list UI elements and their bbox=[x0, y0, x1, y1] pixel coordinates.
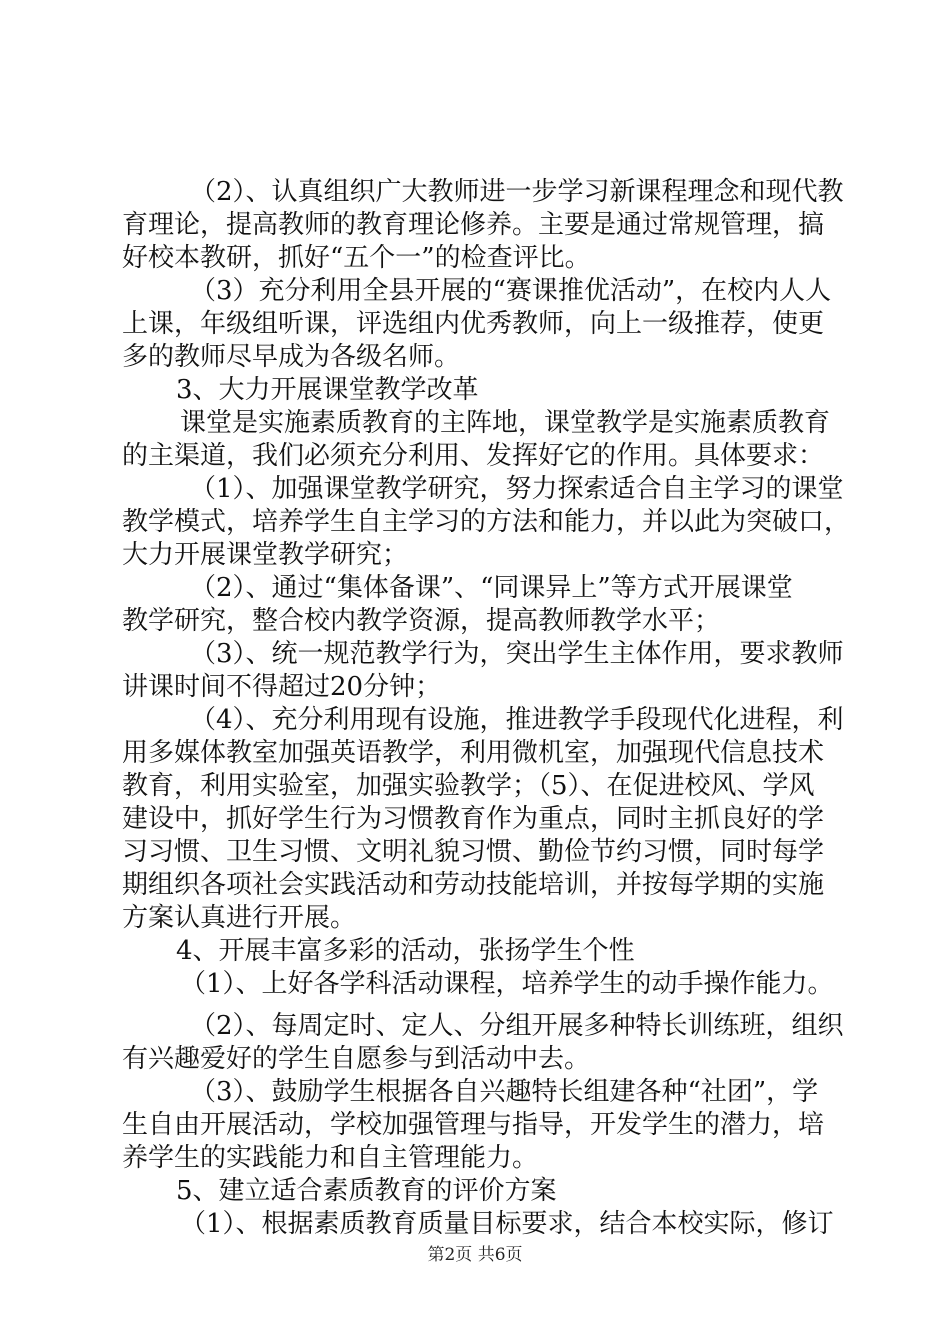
paragraph-line: 有兴趣爱好的学生自愿参与到活动中去。 bbox=[122, 1044, 591, 1074]
paragraph-line: （4）、充分利用现有设施，推进教学手段现代化进程，利 bbox=[190, 705, 844, 735]
paragraph-line: 期组织各项社会实践活动和劳动技能培训，并按每学期的实施 bbox=[122, 870, 825, 900]
paragraph-line: （2）、认真组织广大教师进一步学习新课程理念和现代教 bbox=[190, 177, 844, 207]
paragraph-line: （3）、鼓励学生根据各自兴趣特长组建各种“社团”，学 bbox=[190, 1077, 819, 1107]
paragraph-line: 教学模式，培养学生自主学习的方法和能力，并以此为突破口， bbox=[122, 507, 851, 537]
paragraph-line: （1）、根据素质教育质量目标要求，结合本校实际，修订 bbox=[180, 1209, 834, 1239]
paragraph-line: 多的教师尽早成为各级名师。 bbox=[122, 342, 461, 372]
paragraph-line: 育理论，提高教师的教育理论修养。主要是通过常规管理，搞 bbox=[122, 210, 825, 240]
paragraph-line: 建设中，抓好学生行为习惯教育作为重点，同时主抓良好的学 bbox=[122, 804, 825, 834]
paragraph-line: 课堂是实施素质教育的主阵地，课堂教学是实施素质教育 bbox=[180, 408, 831, 438]
page-footer bbox=[0, 1244, 950, 1266]
paragraph-line: 教育，利用实验室，加强实验教学；（5）、在促进校风、学风 bbox=[122, 771, 815, 801]
paragraph-line: （3）、统一规范教学行为，突出学生主体作用，要求教师 bbox=[190, 639, 844, 669]
paragraph-line: 养学生的实践能力和自主管理能力。 bbox=[122, 1143, 539, 1173]
paragraph-line: 好校本教研，抓好“五个一”的检查评比。 bbox=[122, 243, 591, 273]
paragraph-line: 方案认真进行开展。 bbox=[122, 903, 357, 933]
paragraph-line: （1）、加强课堂教学研究，努力探索适合自主学习的课堂 bbox=[190, 474, 844, 504]
paragraph-line: 的主渠道，我们必须充分利用、发挥好它的作用。具体要求： bbox=[122, 441, 825, 471]
paragraph-line: （2）、通过“集体备课”、“同课异上”等方式开展课堂 bbox=[190, 573, 793, 603]
paragraph-line: 大力开展课堂教学研究； bbox=[122, 540, 409, 570]
paragraph-line: （2）、每周定时、定人、分组开展多种特长训练班，组织 bbox=[190, 1011, 844, 1041]
paragraph-line: 用多媒体教室加强英语教学，利用微机室，加强现代信息技术 bbox=[122, 738, 825, 768]
paragraph-line: 生自由开展活动，学校加强管理与指导，开发学生的潜力，培 bbox=[122, 1110, 825, 1140]
page-number-label: 第2页 共6页 bbox=[427, 1245, 523, 1265]
section-heading: 3、大力开展课堂教学改革 bbox=[176, 375, 479, 405]
paragraph-line: 讲课时间不得超过20分钟； bbox=[122, 672, 442, 702]
section-heading: 4、开展丰富多彩的活动，张扬学生个性 bbox=[176, 936, 635, 966]
section-heading: 5、建立适合素质教育的评价方案 bbox=[176, 1176, 557, 1206]
paragraph-line: 上课，年级组听课，评选组内优秀教师，向上一级推荐，使更 bbox=[122, 309, 825, 339]
paragraph-line: （3）充分利用全县开展的“赛课推优活动”，在校内人人 bbox=[190, 276, 832, 306]
paragraph-line: 教学研究，整合校内教学资源，提高教师教学水平； bbox=[122, 606, 721, 636]
paragraph-line: （1）、上好各学科活动课程，培养学生的动手操作能力。 bbox=[180, 969, 834, 999]
paragraph-line: 习习惯、卫生习惯、文明礼貌习惯、勤俭节约习惯，同时每学 bbox=[122, 837, 825, 867]
